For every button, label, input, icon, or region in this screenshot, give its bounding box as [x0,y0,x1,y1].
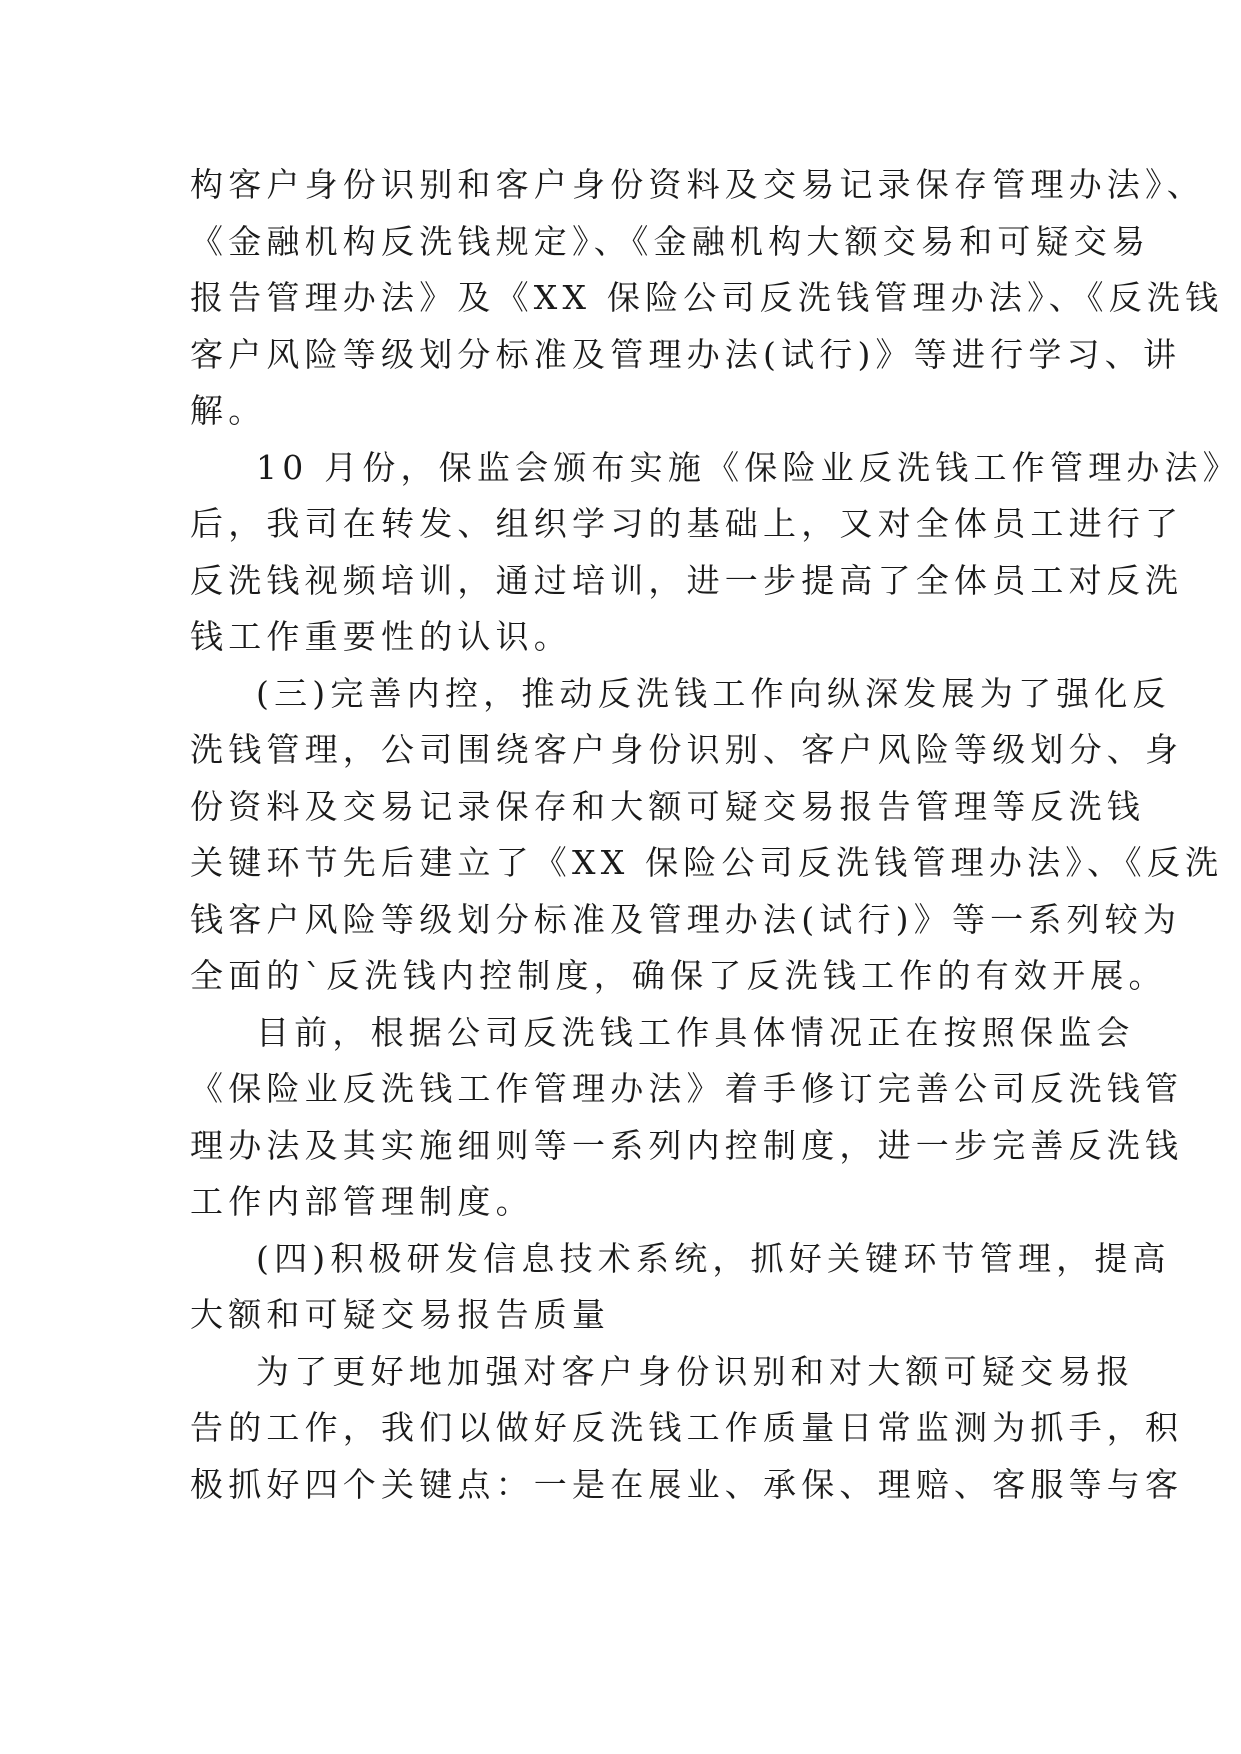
text-line: 钱工作重要性的认识。 [190,617,572,656]
text-line: 《保险业反洗钱工作管理办法》着手修订完善公司反洗钱管 [190,1069,1184,1108]
text-line: 后，我司在转发、组织学习的基础上，又对全体员工进行了 [190,504,1184,543]
text-line: 理办法及其实施细则等一系列内控制度，进一步完善反洗钱 [190,1125,1184,1165]
body-text [190,157,1241,1513]
section-heading-4: (四)积极研发信息技术系统，抓好关键环节管理，提高 [256,1238,1171,1278]
text-line: 告的工作，我们以做好反洗钱工作质量日常监测为抓手，积 [190,1408,1184,1447]
text-line: 客户风险等级划分标准及管理办法(试行)》等进行学习、讲 [190,334,1182,374]
text-line: 关键环节先后建立了《XX 保险公司反洗钱管理办法》、《反洗 [190,843,1224,882]
text-line: 工作内部管理制度。 [190,1182,534,1221]
text-line: 《金融机构反洗钱规定》、《金融机构大额交易和可疑交易 [190,221,1151,261]
text-line: 钱客户风险等级划分标准及管理办法(试行)》等一系列较为 [190,899,1182,939]
text-line: 大额和可疑交易报告质量 [190,1295,611,1334]
text-line: 报告管理办法》及《XX 保险公司反洗钱管理办法》、《反洗钱 [190,278,1224,317]
text-line: 份资料及交易记录保存和大额可疑交易报告管理等反洗钱 [190,786,1145,826]
text-line: 解。 [190,391,267,430]
text-line: 洗钱管理，公司围绕客户身份识别、客户风险等级划分、身 [190,730,1184,769]
section-heading-3: (三)完善内控，推动反洗钱工作向纵深发展为了强化反 [256,673,1171,713]
text-line: 反洗钱视频培训，通过培训，进一步提高了全体员工对反洗 [190,560,1184,600]
paragraph-first-line: 目前，根据公司反洗钱工作具体情况正在按照保监会 [256,1012,1135,1052]
text-line: 构客户身份识别和客户身份资料及交易记录保存管理办法》、 [190,165,1205,204]
paragraph-first-line: 为了更好地加强对客户身份识别和对大额可疑交易报 [256,1351,1135,1391]
text-line: 全面的`反洗钱内控制度，确保了反洗钱工作的有效开展。 [190,956,1167,995]
text-line: 极抓好四个关键点：一是在展业、承保、理赔、客服等与客 [190,1464,1184,1504]
paragraph-first-line: 10 月份，保监会颁布实施《保险业反洗钱工作管理办法》 [256,447,1241,487]
